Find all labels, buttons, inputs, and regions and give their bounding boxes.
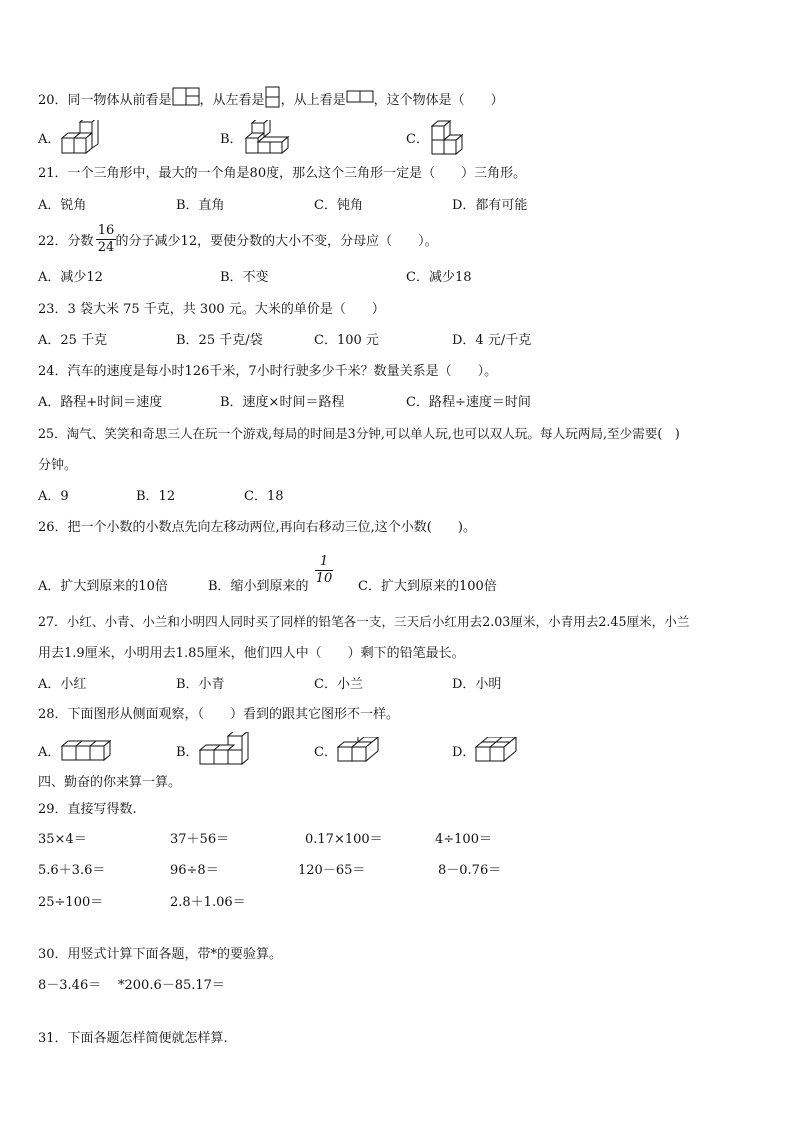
q24-option-b[interactable]: B．速度×时间＝路程 — [220, 395, 345, 410]
question-30-title: 30．用竖式计算下面各题，带*的要验算。 — [38, 947, 283, 962]
q22-denominator: 24 — [97, 240, 115, 255]
q22-option-b[interactable]: B．不变 — [220, 270, 269, 285]
q21-option-a[interactable]: A．锐角 — [38, 198, 87, 213]
q26-numerator: 1 — [319, 554, 329, 569]
q20-option-c-label: C． — [406, 132, 429, 147]
calc-cell: 37＋56＝ — [170, 832, 230, 847]
calc-cell: 120－65＝ — [298, 863, 366, 878]
q26-option-b-label: B．缩小到原来的 — [208, 579, 309, 594]
q20-option-b[interactable] — [220, 130, 243, 150]
left-view-figure — [265, 86, 281, 115]
q26-option-c[interactable]: C．扩大到原来的100倍 — [358, 579, 497, 594]
q28-option-a-cubes — [60, 738, 112, 764]
section-4-heading: 四、勤奋的你来算一算。 — [38, 775, 182, 790]
q20-option-b-cubes — [244, 120, 290, 156]
q20-option-c[interactable] — [406, 130, 429, 150]
q25-option-a[interactable]: A．9 — [38, 489, 69, 504]
question-31-title: 31．下面各题怎样简便就怎样算. — [38, 1031, 228, 1046]
question-29-title: 29．直接写得数. — [38, 802, 137, 817]
q22-option-c[interactable]: C．减少18 — [406, 270, 472, 285]
q22-option-a[interactable]: A．减少12 — [38, 270, 103, 285]
calc-cell: 2.8＋1.06＝ — [170, 895, 246, 910]
q27-option-a[interactable]: A．小红 — [38, 677, 87, 692]
calc-cell: 0.17×100＝ — [305, 832, 383, 847]
calc-cell: 35×4＝ — [38, 832, 87, 847]
vertical-calc-item: 8－3.46＝ — [38, 978, 102, 993]
calc-cell: 5.6＋3.6＝ — [38, 863, 106, 878]
q23-option-c[interactable]: C．100 元 — [314, 333, 379, 348]
q28-option-d-cubes — [474, 737, 520, 765]
q20-option-b-label: B． — [220, 132, 243, 147]
q20-option-c-cubes — [430, 120, 470, 156]
q27-option-c[interactable]: C．小兰 — [314, 677, 363, 692]
q23-option-a[interactable]: A．25 千克 — [38, 333, 108, 348]
q20-text-3: ，从上看是 — [280, 93, 346, 108]
question-26: 26．把一个小数的小数点先向左移动两位,再向右移动三位,这个小数( )。 — [38, 520, 476, 535]
q20-option-a[interactable] — [38, 130, 60, 150]
q28-option-c[interactable]: C． — [314, 745, 337, 760]
q23-option-d[interactable]: D．4 元/千克 — [452, 333, 532, 348]
q28-option-b[interactable]: B． — [176, 745, 199, 760]
q25-option-b[interactable]: B．12 — [136, 489, 176, 504]
calc-cell: 8－0.76＝ — [438, 863, 502, 878]
q25-option-c[interactable]: C．18 — [244, 489, 284, 504]
q28-option-a[interactable]: A． — [38, 745, 61, 760]
front-view-figure — [172, 87, 200, 114]
q20-text-4: ，这个物体是（ ） — [373, 93, 504, 108]
q20-text-1: 20．同一物体从前看是 — [38, 93, 172, 108]
q24-option-c[interactable]: C．路程÷速度＝时间 — [406, 395, 531, 410]
question-20 — [38, 86, 504, 106]
q21-option-c[interactable]: C．钝角 — [314, 198, 363, 213]
q26-denominator: 10 — [315, 571, 333, 586]
q26-option-a[interactable]: A．扩大到原来的10倍 — [38, 579, 168, 594]
question-28: 28．下面图形从侧面观察，（ ）看到的跟其它图形不一样。 — [38, 707, 400, 722]
q23-option-b[interactable]: B．25 千克/袋 — [176, 333, 263, 348]
calc-cell: 25÷100＝ — [38, 895, 104, 910]
q26-fraction — [315, 555, 333, 586]
q28-option-b-cubes — [198, 732, 250, 766]
calc-cell: 4÷100＝ — [435, 832, 492, 847]
q22-text-pre: 22．分数 — [38, 234, 94, 249]
question-25-line-1: 25．淘气、笑笑和奇思三人在玩一个游戏,每局的时间是3分钟,可以单人玩,也可以双人玩。每人玩两局,至少需要( ) — [38, 426, 680, 441]
q21-option-d[interactable]: D．都有可能 — [452, 198, 528, 213]
top-view-figure — [346, 90, 374, 111]
q27-option-d[interactable]: D．小明 — [452, 677, 502, 692]
q21-option-b[interactable]: B．直角 — [176, 198, 225, 213]
q27-option-b[interactable]: B．小青 — [176, 677, 225, 692]
question-21: 21．一个三角形中，最大的一个角是80度，那么这个三角形一定是（ ）三角形。 — [38, 166, 527, 181]
q28-option-c-cubes — [336, 737, 382, 765]
q20-option-a-label: A． — [38, 132, 61, 147]
q20-option-a-cubes — [60, 120, 100, 156]
q22-fraction — [96, 224, 116, 255]
question-27-line-2: 用去1.9厘米，小明用去1.85厘米，他们四人中（ ）剩下的铅笔最长。 — [38, 646, 465, 661]
q26-option-b[interactable] — [208, 577, 309, 597]
q22-text-post: 的分子减少12，要使分数的大小不变，分母应（ ）。 — [115, 234, 438, 249]
calc-cell: 96÷8＝ — [170, 863, 219, 878]
question-27-line-1: 27．小红、小青、小兰和小明四人同时买了同样的铅笔各一支，三天后小红用去2.03厘米，小青用去2.45厘米，小兰 — [38, 614, 690, 629]
vertical-calc-item: *200.6－85.17＝ — [118, 978, 225, 993]
question-25-line-2: 分钟。 — [38, 458, 78, 473]
q28-option-d[interactable]: D． — [452, 745, 476, 760]
q20-text-2: ，从左看是 — [199, 93, 265, 108]
q22-numerator: 16 — [97, 223, 115, 238]
question-24: 24．汽车的速度是每小时126千米，7小时行驶多少千米？数量关系是（ ）。 — [38, 364, 498, 379]
q24-option-a[interactable]: A．路程+时间＝速度 — [38, 395, 163, 410]
question-23: 23．3 袋大米 75 千克，共 300 元。大米的单价是（ ） — [38, 302, 385, 317]
